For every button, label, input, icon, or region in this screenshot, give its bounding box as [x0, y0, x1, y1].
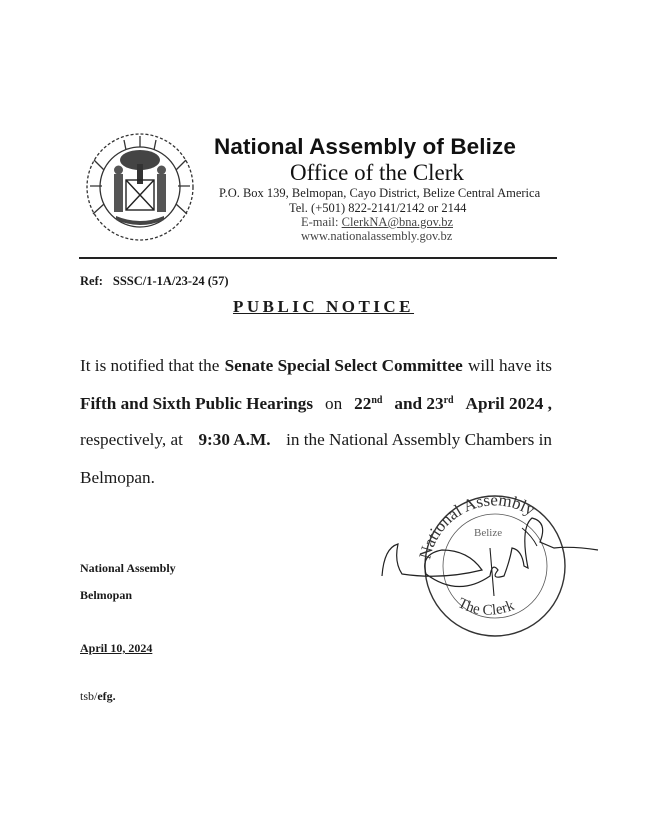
ordinal: rd: [443, 395, 454, 406]
committee-name: Senate Special Select Committee: [224, 356, 463, 375]
reference-number: SSSC/1-1A/23-24 (57): [112, 274, 229, 288]
notice-title: [0, 297, 647, 317]
reference-line: [80, 274, 239, 289]
body-line-1: [80, 356, 552, 376]
text: will have its: [467, 356, 552, 375]
coat-of-arms-seal: [84, 130, 196, 244]
hearing-time: 9:30 A.M.: [198, 430, 271, 449]
text: It is notified that the: [80, 356, 220, 375]
text: in the National Assembly Chambers in: [286, 430, 552, 449]
day: 22: [354, 394, 372, 413]
ordinal: nd: [371, 395, 383, 406]
hearings-name: Fifth and Sixth Public Hearings: [80, 394, 314, 413]
email-link[interactable]: ClerkNA@bna.gov.bz: [341, 215, 453, 229]
date-23: [394, 394, 453, 414]
clerk-stamp-and-signature: [372, 488, 612, 638]
notice-date: April 10, 2024: [80, 641, 153, 655]
stamp-bottom-text: The Clerk: [455, 595, 517, 619]
stamp-top-text: National Assembly: [415, 490, 539, 562]
stamp-center-text: Belize: [474, 527, 503, 539]
signoff-org: National Assembly: [80, 561, 176, 575]
body-line-2: [80, 394, 552, 414]
body-line-4: Belmopan.: [80, 468, 155, 487]
month-year: April 2024 ,: [465, 394, 552, 413]
notice-title-text: PUBLIC NOTICE: [232, 297, 415, 316]
date-22: [354, 394, 382, 414]
day: and 23: [394, 394, 444, 413]
email-line: [301, 215, 453, 230]
email-label: E-mail:: [301, 215, 342, 229]
office-name: Office of the Clerk: [290, 160, 464, 185]
letterhead-divider: [79, 257, 557, 259]
signoff-city: Belmopan: [80, 588, 133, 602]
text: on: [324, 394, 343, 413]
text: respectively, at: [80, 430, 183, 449]
reference-label: Ref:: [80, 274, 103, 288]
body-line-3: [80, 430, 552, 450]
postal-address: P.O. Box 139, Belmopan, Cayo District, Belize Central America: [219, 186, 541, 200]
organization-name: National Assembly of Belize: [214, 134, 516, 159]
initials-part: efg.: [97, 689, 116, 703]
typist-initials: [80, 689, 116, 704]
website[interactable]: www.nationalassembly.gov.bz: [301, 229, 453, 243]
initials-part: tsb/: [80, 689, 98, 703]
telephone: Tel. (+501) 822-2141/2142 or 2144: [289, 201, 467, 215]
